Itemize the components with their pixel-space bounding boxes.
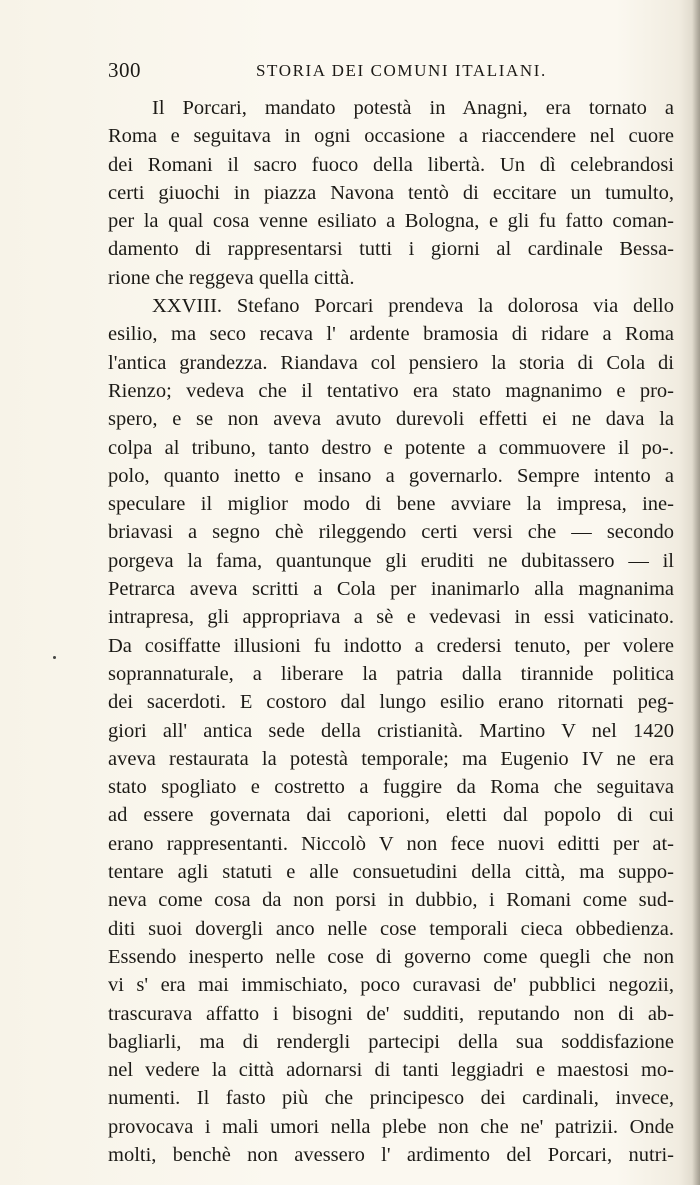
page-edge-shadow: [692, 0, 700, 1185]
text-line: neva come cosa da non porsi in dubbio, i Romani come sud-: [108, 889, 674, 912]
text-line: Il Porcari, mandato potestà in Anagni, era tornato a: [152, 97, 674, 119]
text-line: nel vedere la città adornarsi di tanti leggiadri e maestosi mo-: [108, 1059, 674, 1082]
text-line: porgeva la fama, quantunque gli eruditi ne dubitassero — il: [108, 549, 674, 572]
text-line: dei Romani il sacro fuoco della libertà. Un dì celebrandosi: [108, 153, 674, 176]
text-line: dei sacerdoti. E costoro dal lungo esilio erano ritornati peg-: [108, 691, 674, 714]
running-title: STORIA DEI COMUNI ITALIANI.: [256, 61, 547, 80]
text-line: intrapresa, gli appropriava a sè e vedevasi in essi vaticinato.: [108, 606, 674, 629]
body-text: [108, 94, 674, 1169]
text-line: giori all' antica sede della cristianità. Martino V nel 1420: [108, 719, 674, 742]
text-line: polo, quanto inetto e insano a governarlo. Sempre intento a: [108, 464, 674, 487]
text-line: tentare agli statuti e alle consuetudini della città, ma suppo-: [108, 861, 674, 884]
text-line: briavasi a segno chè rileggendo certi versi che — secondo: [108, 521, 674, 544]
text-line: diti suoi dovergli anco nelle cose temporali cieca obbedienza.: [108, 917, 674, 940]
text-line: esilio, ma seco recava l' ardente bramosia di ridare a Roma: [108, 323, 674, 346]
text-line: trascurava affatto i bisogni de' sudditi, reputando non di ab-: [108, 1002, 674, 1025]
text-line: l'antica grandezza. Riandava col pensiero la storia di Cola di: [108, 351, 674, 374]
text-line: Rienzo; vedeva che il tentativo era stato magnanimo e pro-: [108, 379, 674, 402]
text-line: Da cosiffatte illusioni fu indotto a credersi tenuto, per volere: [108, 634, 674, 657]
text-line: stato spogliato e costretto a fuggire da Roma che seguitava: [108, 776, 674, 799]
text-line: vi s' era mai immischiato, poco curavasi de' pubblici negozii,: [108, 974, 674, 997]
text-line: speculare il miglior modo di bene avviare la impresa, ine-: [108, 493, 674, 516]
text-line: Roma e seguitava in ogni occasione a riaccendere nel cuore: [108, 125, 674, 148]
text-line: molti, benchè non avessero l' ardimento del Porcari, nutri-: [108, 1143, 674, 1166]
text-line: aveva restaurata la potestà temporale; ma Eugenio IV ne era: [108, 747, 674, 770]
text-line: soprannaturale, a liberare la patria dalla tirannide politica: [108, 662, 674, 685]
text-line: certi giuochi in piazza Navona tentò di eccitare un tumulto,: [108, 181, 674, 204]
text-line: provocava i mali umori nella plebe non che ne' patrizii. Onde: [108, 1115, 674, 1138]
text-line: colpa al tribuno, tanto destro e potente a commuovere il po-.: [108, 436, 674, 459]
text-line: per la qual cosa venne esiliato a Bologna, e gli fu fatto coman-: [108, 210, 674, 233]
text-line: erano rappresentanti. Niccolò V non fece nuovi editti per at-: [108, 832, 674, 855]
text-line: damento di rappresentarsi tutti i giorni al cardinale Bessa-: [108, 238, 674, 261]
text-line: Essendo inesperto nelle cose di governo come quegli che non: [108, 945, 674, 968]
text-line: Petrarca aveva scritti a Cola per inanimarlo alla magnanima: [108, 578, 674, 601]
margin-dot: [53, 656, 56, 659]
page-number: 300: [108, 58, 141, 82]
text-line: rione che reggeva quella città.: [108, 266, 355, 289]
page-header: [108, 58, 674, 88]
text-line: bagliarli, ma di rendergli partecipi della sua soddisfazione: [108, 1030, 674, 1053]
text-line: numenti. Il fasto più che principesco dei cardinali, invece,: [108, 1087, 674, 1110]
text-line: XXVIII. Stefano Porcari prendeva la dolorosa via dello: [152, 295, 674, 318]
text-line: spero, e se non aveva avuto durevoli effetti ei ne dava la: [108, 408, 674, 431]
text-line: ad essere governata dai caporioni, eletti dal popolo di cui: [108, 804, 674, 827]
